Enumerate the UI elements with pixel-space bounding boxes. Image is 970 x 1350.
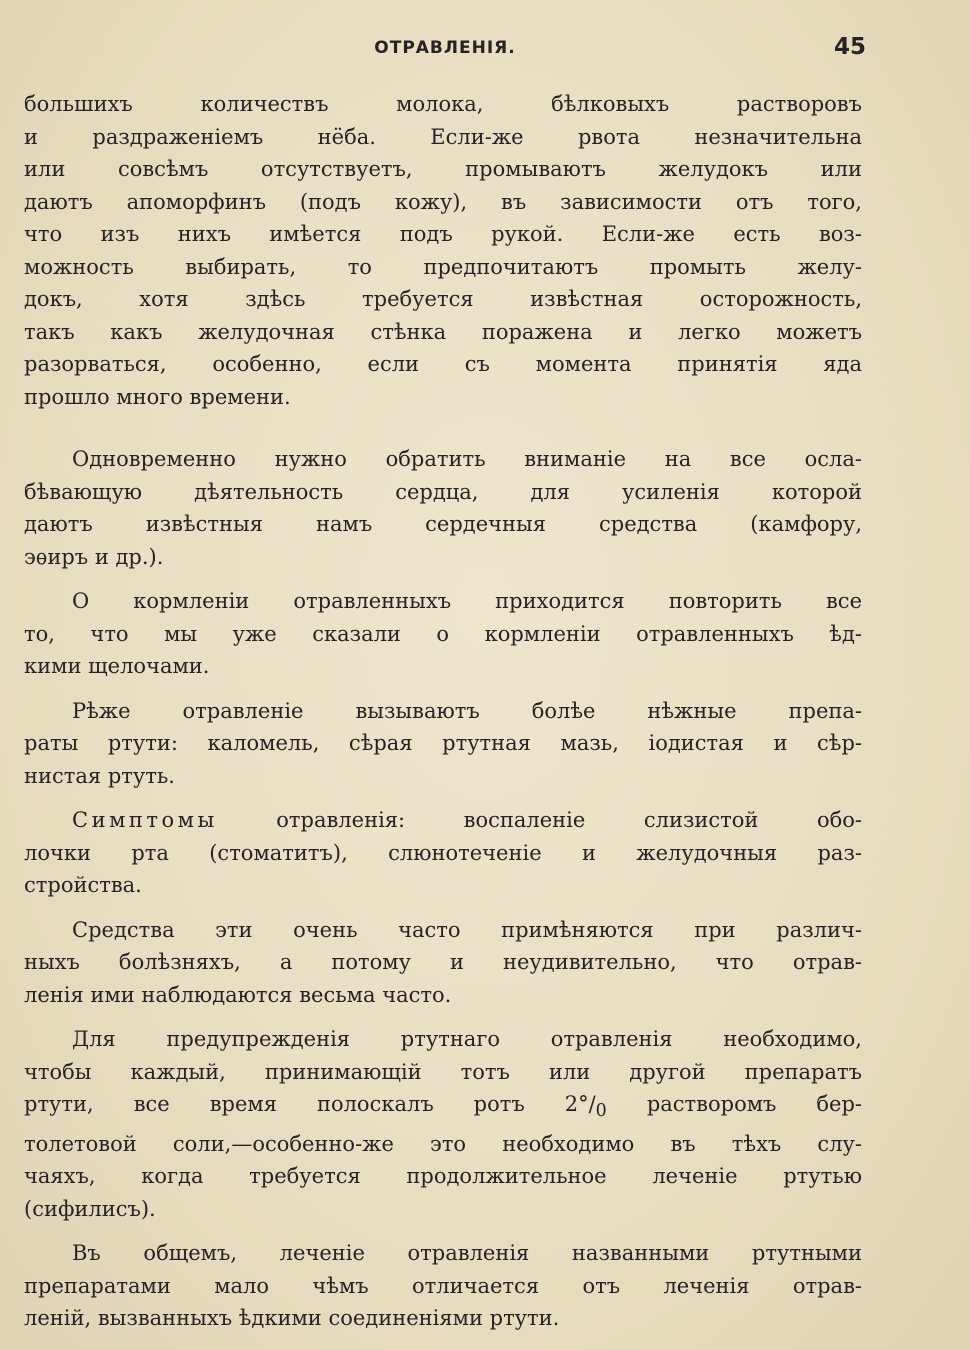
text-line xyxy=(24,804,862,837)
text-line: ленія ими наблюдаются весьма часто. xyxy=(24,982,452,1007)
text-fragment: ртути, все время полоскалъ ротъ 2 xyxy=(24,1092,579,1116)
text-line: Средства эти очень часто примѣняются при различ- xyxy=(72,917,862,942)
text-line: и раздраженіемъ нёба. Если-же рвота незначительна xyxy=(24,124,862,149)
paragraph xyxy=(24,443,862,573)
text-line: что изъ нихъ имѣется подъ рукой. Если-же есть воз- xyxy=(24,222,862,246)
paragraph xyxy=(24,804,862,902)
text-line: Для предупрежденія ртутнаго отравленія необходимо, xyxy=(72,1027,862,1051)
text-line: бѣвающую дѣятельность сердца, для усиленія которой xyxy=(24,479,862,504)
percent-sign xyxy=(578,1092,607,1122)
text-line: кими щелочами. xyxy=(24,654,210,678)
text-line: О кормленіи отравленныхъ приходится повторить все xyxy=(72,589,862,613)
text-line: эѳиръ и др.). xyxy=(24,544,164,569)
text-line: большихъ количествъ молока, бѣлковыхъ растворовъ xyxy=(24,92,862,116)
running-title: ОТРАВЛЕНІЯ. xyxy=(374,38,516,58)
text-line: чтобы каждый, принимающій тотъ или другой препаратъ xyxy=(24,1059,862,1084)
text-line: докъ, хотя здѣсь требуется извѣстная осторожность, xyxy=(24,287,862,311)
text-line: леній, вызванныхъ ѣдкими соединеніями ртути. xyxy=(24,1306,560,1331)
text-line: Одновременно нужно обратить вниманіе на все осла- xyxy=(72,447,862,471)
paragraph xyxy=(24,1023,862,1225)
text-line: прошло много времени. xyxy=(24,384,291,409)
text-line: разорваться, особенно, если съ момента принятія яда xyxy=(24,352,862,376)
page-header xyxy=(0,34,970,60)
text-line: стройства. xyxy=(24,873,142,897)
text-line: даютъ извѣстныя намъ сердечныя средства (камфору, xyxy=(24,512,862,536)
text-fragment: растворомъ бер- xyxy=(646,1092,862,1116)
text-line xyxy=(24,1088,862,1128)
text-line: чаяхъ, когда требуется продолжительное леченіе ртутью xyxy=(24,1164,862,1189)
paragraph xyxy=(24,695,862,793)
section-lead-word: Симптомы xyxy=(72,808,218,832)
text-line: то, что мы уже сказали о кормленіи отравленныхъ ѣд- xyxy=(24,621,862,646)
paragraph xyxy=(24,1237,862,1335)
page-number: 45 xyxy=(833,34,866,60)
paragraph xyxy=(24,88,862,413)
percent-subscript: 0 xyxy=(595,1101,607,1122)
text-line: такъ какъ желудочная стѣнка поражена и легко можетъ xyxy=(24,319,862,344)
text-line: раты ртути: каломель, сѣрая ртутная мазь, іодистая и сѣр- xyxy=(24,731,862,755)
body-text xyxy=(24,88,862,1335)
text-line: толетовой соли,—особенно-же это необходимо въ тѣхъ слу- xyxy=(24,1131,862,1156)
percent-slash: °/ xyxy=(578,1092,596,1116)
paragraph xyxy=(24,585,862,683)
text-line: Рѣже отравленіе вызываютъ болѣе нѣжные препа- xyxy=(72,698,862,723)
text-line: нистая ртуть. xyxy=(24,763,175,788)
text-line: (сифилисъ). xyxy=(24,1196,156,1221)
text-line: препаратами мало чѣмъ отличается отъ леченія отрав- xyxy=(24,1273,862,1298)
paragraph xyxy=(24,914,862,1012)
text-line: Въ общемъ, леченіе отравленія названными ртутными xyxy=(72,1241,862,1266)
text-line: лочки рта (стоматитъ), слюнотеченіе и желудочныя раз- xyxy=(24,840,862,865)
text-line: даютъ апоморфинъ (подъ кожу), въ зависимости отъ того, xyxy=(24,189,862,214)
text-line: можность выбирать, то предпочитаютъ промыть желу- xyxy=(24,254,862,279)
text-line: или совсѣмъ отсутствуетъ, промываютъ желудокъ или xyxy=(24,157,862,181)
text-fragment: отравленія: воспаленіе слизистой обо- xyxy=(217,808,862,832)
text-line: ныхъ болѣзняхъ, а потому и неудивительно, что отрав- xyxy=(24,950,862,974)
